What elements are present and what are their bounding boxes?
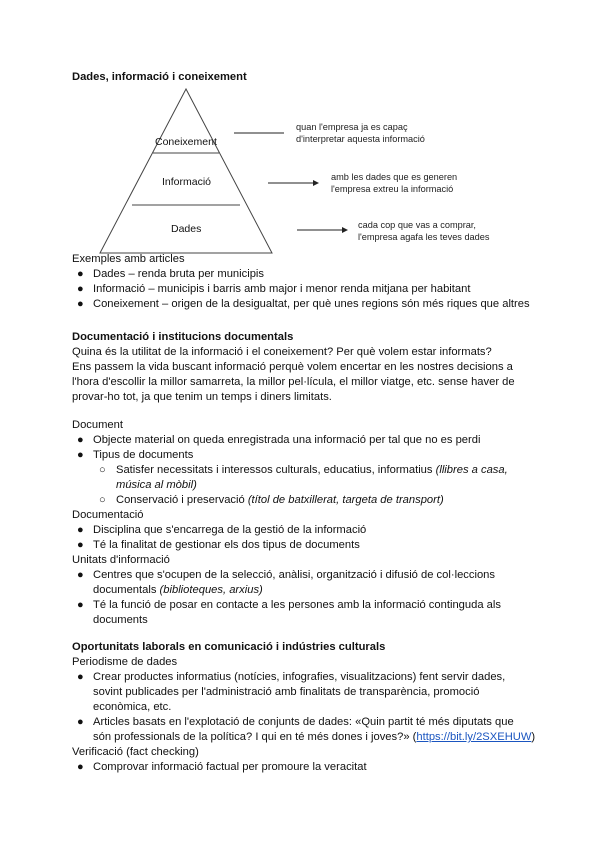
bullet-icon: ● [77, 434, 84, 446]
example-item: Coneixement – origen de la desigualtat, per què unes regions són més riques que altres [93, 298, 530, 310]
list-item-text: són professionals de la política? I qui en té més dones i joves?» ( [93, 731, 417, 743]
bullet-icon: ● [77, 716, 84, 728]
list-item-cont: documents [93, 614, 148, 626]
periodisme-label: Periodisme de dades [72, 656, 178, 668]
intro-line: Ens passem la vida buscant informació perquè volem encertar en les nostres decisions a [72, 361, 513, 373]
annotation-3-line-1: cada cop que vas a comprar, [358, 220, 476, 230]
list-item-text-end: ) [531, 731, 536, 743]
intro-line: l'hora d'escollir la millor samarreta, la millor pel·lícula, el millor viatge, etc. sense haver de [72, 376, 515, 388]
list-item: Centres que s'ocupen de la selecció, anàlisi, organització i difusió de col·leccions [93, 569, 496, 581]
section-title-documentacio: Documentació i institucions documentals [72, 331, 294, 343]
bullet-icon: ● [77, 599, 84, 611]
intro-line: Quina és la utilitat de la informació i el coneixement? Per què volem estar informats? [72, 346, 492, 358]
section-title-dades: Dades, informació i coneixement [72, 71, 247, 83]
annotation-1-line-1: quan l'empresa ja es capaç [296, 122, 408, 132]
section-title-oportunitats: Oportunitats laborals en comunicació i indústries culturals [72, 641, 386, 653]
unitats-label: Unitats d'informació [72, 554, 170, 566]
list-item: Té la finalitat de gestionar els dos tipus de documents [93, 539, 360, 551]
intro-line: provar-ho tot, ja que tenim un temps i diners limitats. [72, 391, 332, 403]
list-item-example: (biblioteques, arxius) [159, 584, 263, 596]
examples-label: Exemples amb articles [72, 253, 185, 265]
list-item: Articles basats en l'explotació de conjunts de dades: «Quin partit té més diputats que [93, 716, 514, 728]
document-label: Document [72, 419, 123, 431]
bullet-icon: ● [77, 539, 84, 551]
pyramid-level-coneixement: Coneixement [155, 136, 217, 148]
list-item: Objecte material on queda enregistrada una informació per tal que no es perdi [93, 434, 481, 446]
sub-item-text: Satisfer necessitats i interessos culturals, educatius, informatius [116, 464, 436, 476]
source-link[interactable]: https://bit.ly/2SXEHUW [416, 731, 532, 743]
annotation-2-line-2: l'empresa extreu la informació [331, 184, 454, 194]
annotation-1-line-2: d'interpretar aquesta informació [296, 134, 425, 144]
list-item-cont [93, 583, 263, 598]
sub-item-example: (llibres a casa, [435, 464, 508, 476]
bullet-icon: ● [77, 671, 84, 683]
sub-list-item [116, 493, 444, 508]
bullet-icon: ● [77, 524, 84, 536]
bullet-icon: ● [77, 283, 84, 295]
list-item: Té la funció de posar en contacte a les persones amb la informació continguda als [93, 599, 501, 611]
list-item-text: documentals [93, 584, 160, 596]
bullet-icon: ● [77, 569, 84, 581]
sub-item-example-cont: música al mòbil) [116, 479, 197, 491]
sub-bullet-icon: ○ [99, 494, 106, 506]
sub-list-item [116, 463, 508, 478]
list-item-cont [93, 730, 535, 745]
annotation-3-line-2: l'empresa agafa les teves dades [358, 232, 490, 242]
bullet-icon: ● [77, 268, 84, 280]
sub-bullet-icon: ○ [99, 464, 106, 476]
bullet-icon: ● [77, 761, 84, 773]
example-item: Informació – municipis i barris amb major i menor renda mitjana per habitant [93, 283, 471, 295]
list-item-cont: sovint publicades per l'administració amb finalitats de transparència, promoció [93, 686, 480, 698]
example-item: Dades – renda bruta per municipis [93, 268, 265, 280]
pyramid-level-informacio: Informació [162, 176, 212, 188]
bullet-icon: ● [77, 449, 84, 461]
sub-item-example: (títol de batxillerat, targeta de transport) [247, 494, 444, 506]
list-item: Crear productes informatius (notícies, infografies, visualitzacions) fent servir dades, [93, 671, 506, 683]
documentacio-label: Documentació [72, 509, 144, 521]
list-item: Disciplina que s'encarrega de la gestió de la informació [93, 524, 367, 536]
verificacio-label: Verificació (fact checking) [72, 746, 199, 758]
sub-item-text: Conservació i preservació [116, 494, 248, 506]
bullet-icon: ● [77, 298, 84, 310]
list-item-cont: econòmica, etc. [93, 701, 172, 713]
annotation-2-line-1: amb les dades que es generen [331, 172, 458, 182]
pyramid-level-dades: Dades [171, 223, 202, 235]
list-item: Comprovar informació factual per promoure la veracitat [93, 761, 367, 773]
list-item: Tipus de documents [93, 449, 194, 461]
